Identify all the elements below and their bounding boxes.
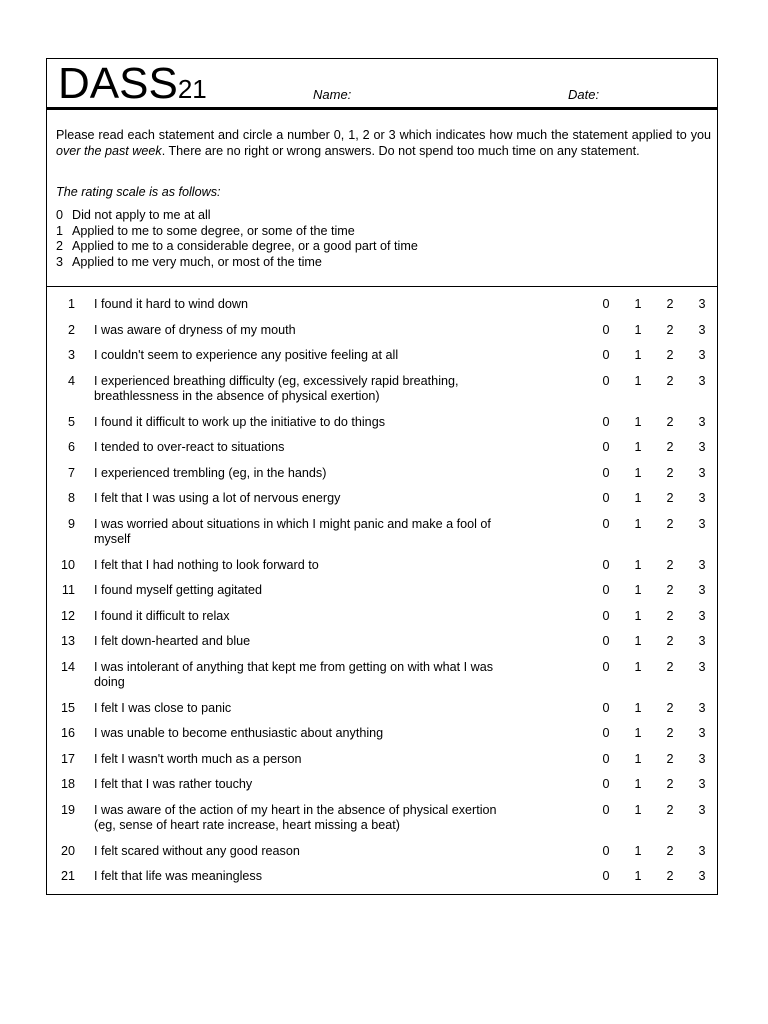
rating-option-3[interactable]: 3 — [698, 583, 706, 597]
rating-option-3[interactable]: 3 — [698, 700, 706, 715]
rating-option-2[interactable]: 2 — [666, 414, 674, 429]
item-statement: I felt I wasn't worth much as a person — [94, 751, 302, 766]
item-number: 11 — [61, 583, 75, 597]
item-number: 14 — [60, 659, 75, 674]
rating-option-1[interactable]: 1 — [634, 726, 642, 740]
rating-option-1[interactable]: 1 — [634, 557, 642, 572]
item-number: 20 — [60, 843, 75, 858]
rating-option-3[interactable]: 3 — [698, 465, 706, 480]
rating-option-3[interactable]: 3 — [698, 414, 706, 429]
rating-option-0[interactable]: 0 — [602, 414, 610, 429]
rating-option-1[interactable]: 1 — [634, 751, 642, 766]
item-row — [47, 869, 717, 895]
item-row — [47, 323, 717, 349]
rating-option-1[interactable]: 1 — [634, 843, 642, 858]
instructions-text-after: . There are no right or wrong answers. Do not spend too much time on any statement. — [161, 143, 640, 158]
rating-option-3[interactable]: 3 — [698, 777, 706, 791]
rating-option-2[interactable]: 2 — [666, 659, 674, 674]
rating-option-1[interactable]: 1 — [634, 297, 642, 311]
rating-option-1[interactable]: 1 — [634, 414, 642, 429]
rating-scale-item — [56, 255, 418, 271]
rating-scale-item — [56, 224, 418, 240]
rating-option-3[interactable]: 3 — [698, 297, 706, 311]
rating-scale-item — [56, 239, 418, 255]
item-number: 21 — [60, 869, 75, 883]
item-statement: I tended to over-react to situations — [94, 440, 285, 454]
item-statement: I was intolerant of anything that kept me from getting on with what I was doing — [94, 659, 494, 689]
item-statement: I felt I was close to panic — [94, 700, 232, 715]
rating-option-1[interactable]: 1 — [634, 869, 642, 883]
rating-option-0[interactable]: 0 — [602, 751, 610, 766]
item-number: 9 — [67, 516, 75, 531]
rating-option-3[interactable]: 3 — [698, 634, 706, 648]
item-number: 7 — [67, 465, 75, 480]
rating-option-2[interactable]: 2 — [666, 297, 674, 311]
item-statement: I found it difficult to work up the initiative to do things — [94, 414, 385, 429]
rating-option-1[interactable]: 1 — [634, 465, 642, 480]
rating-scale-item — [56, 208, 418, 224]
rating-option-3[interactable]: 3 — [698, 373, 706, 388]
rating-option-0[interactable]: 0 — [602, 373, 610, 388]
rating-option-2[interactable]: 2 — [666, 440, 674, 454]
rating-option-1[interactable]: 1 — [634, 634, 642, 648]
rating-option-0[interactable]: 0 — [602, 583, 610, 597]
title-main: DASS — [58, 59, 178, 108]
item-row — [47, 440, 717, 466]
rating-option-1[interactable]: 1 — [634, 700, 642, 715]
instructions-section — [47, 110, 717, 287]
item-statement: I felt down-hearted and blue — [94, 634, 251, 648]
item-number: 16 — [60, 726, 75, 740]
item-number: 8 — [67, 491, 75, 505]
item-row — [47, 777, 717, 803]
rating-option-3[interactable]: 3 — [698, 659, 706, 674]
rating-option-3[interactable]: 3 — [698, 608, 706, 623]
item-row — [47, 609, 717, 635]
rating-option-1[interactable]: 1 — [634, 322, 642, 337]
rating-option-0[interactable]: 0 — [602, 700, 610, 715]
rating-scale-label: Did not apply to me at all — [72, 208, 211, 222]
instructions-emphasis: over the past week — [56, 143, 162, 158]
rating-option-1[interactable]: 1 — [634, 608, 642, 623]
items-list — [47, 297, 717, 895]
item-row — [47, 752, 717, 778]
item-row — [47, 466, 717, 492]
item-row — [47, 558, 717, 584]
rating-option-0[interactable]: 0 — [602, 869, 610, 883]
rating-option-0[interactable]: 0 — [602, 843, 610, 858]
item-row — [47, 583, 717, 609]
rating-option-1[interactable]: 1 — [634, 373, 642, 388]
rating-option-3[interactable]: 3 — [698, 322, 706, 337]
rating-scale-label: Applied to me to some degree, or some of the time — [72, 223, 355, 238]
rating-scale-label: Applied to me very much, or most of the time — [72, 254, 322, 269]
rating-option-1[interactable]: 1 — [634, 491, 642, 505]
rating-option-0[interactable]: 0 — [602, 634, 610, 648]
rating-option-2[interactable]: 2 — [666, 322, 674, 337]
item-number: 10 — [60, 557, 75, 572]
rating-option-2[interactable]: 2 — [666, 583, 674, 597]
rating-option-3[interactable]: 3 — [698, 440, 706, 454]
item-number: 17 — [60, 751, 75, 766]
item-row — [47, 297, 717, 323]
rating-option-0[interactable]: 0 — [602, 557, 610, 572]
item-statement: I experienced breathing difficulty (eg, excessively rapid breathing, breathlessness in the absence of physical exertion) — [94, 373, 459, 403]
rating-option-2[interactable]: 2 — [666, 802, 674, 817]
rating-option-2[interactable]: 2 — [666, 843, 674, 858]
item-row — [47, 701, 717, 727]
item-row — [47, 726, 717, 752]
rating-scale-number: 2 — [56, 239, 64, 253]
rating-option-3[interactable]: 3 — [698, 726, 706, 740]
item-row — [47, 415, 717, 441]
rating-option-2[interactable]: 2 — [666, 373, 674, 388]
rating-option-1[interactable]: 1 — [634, 440, 642, 454]
rating-option-0[interactable]: 0 — [602, 491, 610, 505]
rating-scale-heading: The rating scale is as follows: — [56, 185, 221, 199]
item-number: 5 — [67, 414, 75, 429]
item-statement: I found it difficult to relax — [94, 608, 230, 623]
rating-option-3[interactable]: 3 — [698, 843, 706, 858]
rating-option-1[interactable]: 1 — [634, 348, 642, 362]
date-label: Date: — [568, 87, 600, 102]
instructions-text — [56, 128, 711, 159]
item-statement: I felt that I had nothing to look forward to — [94, 557, 319, 572]
item-row — [47, 634, 717, 660]
rating-option-2[interactable]: 2 — [666, 634, 674, 648]
rating-option-0[interactable]: 0 — [602, 440, 610, 454]
rating-option-3[interactable]: 3 — [698, 557, 706, 572]
rating-option-3[interactable]: 3 — [698, 516, 706, 531]
rating-option-3[interactable]: 3 — [698, 751, 706, 766]
rating-option-0[interactable]: 0 — [602, 516, 610, 531]
rating-option-0[interactable]: 0 — [602, 297, 610, 311]
rating-scale-label: Applied to me to a considerable degree, or a good part of time — [72, 239, 418, 253]
rating-option-2[interactable]: 2 — [666, 491, 674, 505]
rating-option-1[interactable]: 1 — [634, 659, 642, 674]
form-header — [47, 59, 717, 110]
rating-scale-number: 3 — [56, 254, 64, 269]
rating-option-0[interactable]: 0 — [602, 465, 610, 480]
item-statement: I was aware of the action of my heart in the absence of physical exertion (eg, sense of heart rate increase, heart missing a beat) — [94, 802, 497, 832]
item-number: 6 — [67, 440, 75, 454]
rating-option-1[interactable]: 1 — [634, 777, 642, 791]
rating-scale-number: 0 — [56, 208, 64, 222]
rating-option-0[interactable]: 0 — [602, 726, 610, 740]
instructions-text-before: Please read each statement and circle a number 0, 1, 2 or 3 which indicates how much the statement applied to you — [56, 128, 711, 142]
item-statement: I found myself getting agitated — [94, 583, 263, 597]
dass21-form — [46, 58, 718, 895]
item-number: 12 — [60, 608, 75, 623]
rating-scale-list — [56, 208, 418, 270]
rating-option-1[interactable]: 1 — [634, 802, 642, 817]
rating-option-0[interactable]: 0 — [602, 777, 610, 791]
item-row — [47, 844, 717, 870]
item-number: 18 — [60, 777, 75, 791]
rating-option-3[interactable]: 3 — [698, 802, 706, 817]
rating-option-0[interactable]: 0 — [602, 348, 610, 362]
item-statement: I felt that I was rather touchy — [94, 777, 253, 791]
item-row — [47, 348, 717, 374]
rating-option-2[interactable]: 2 — [666, 608, 674, 623]
item-row — [47, 374, 717, 415]
item-number: 13 — [60, 634, 75, 648]
rating-scale-number: 1 — [56, 223, 64, 238]
item-row — [47, 660, 717, 701]
item-statement: I experienced trembling (eg, in the hands) — [94, 465, 327, 480]
item-number: 1 — [67, 297, 75, 311]
item-number: 15 — [60, 700, 75, 715]
rating-option-2[interactable]: 2 — [666, 777, 674, 791]
item-statement: I found it hard to wind down — [94, 297, 249, 311]
rating-option-2[interactable]: 2 — [666, 869, 674, 883]
rating-option-2[interactable]: 2 — [666, 557, 674, 572]
rating-option-2[interactable]: 2 — [666, 465, 674, 480]
rating-option-2[interactable]: 2 — [666, 348, 674, 362]
item-statement: I felt scared without any good reason — [94, 843, 300, 858]
item-statement: I couldn't seem to experience any positive feeling at all — [94, 348, 399, 362]
rating-option-1[interactable]: 1 — [634, 583, 642, 597]
rating-option-3[interactable]: 3 — [698, 491, 706, 505]
item-statement: I was worried about situations in which I might panic and make a fool of myself — [94, 516, 491, 546]
rating-option-2[interactable]: 2 — [666, 726, 674, 740]
rating-option-1[interactable]: 1 — [634, 516, 642, 531]
name-label: Name: — [313, 87, 352, 102]
item-row — [47, 491, 717, 517]
rating-option-2[interactable]: 2 — [666, 516, 674, 531]
rating-option-0[interactable]: 0 — [602, 802, 610, 817]
item-number: 3 — [67, 348, 75, 362]
rating-option-2[interactable]: 2 — [666, 700, 674, 715]
rating-option-3[interactable]: 3 — [698, 348, 706, 362]
item-row — [47, 517, 717, 558]
item-number: 19 — [60, 802, 75, 817]
item-statement: I felt that life was meaningless — [94, 869, 262, 883]
item-row — [47, 803, 717, 844]
rating-option-2[interactable]: 2 — [666, 751, 674, 766]
item-statement: I felt that I was using a lot of nervous energy — [94, 491, 341, 505]
rating-option-0[interactable]: 0 — [602, 659, 610, 674]
item-statement: I was unable to become enthusiastic about anything — [94, 726, 384, 740]
item-number: 4 — [67, 373, 75, 388]
title-sub: 21 — [177, 74, 207, 104]
rating-option-0[interactable]: 0 — [602, 608, 610, 623]
rating-option-3[interactable]: 3 — [698, 869, 706, 883]
rating-option-0[interactable]: 0 — [602, 322, 610, 337]
item-statement: I was aware of dryness of my mouth — [94, 322, 296, 337]
item-number: 2 — [67, 322, 75, 337]
